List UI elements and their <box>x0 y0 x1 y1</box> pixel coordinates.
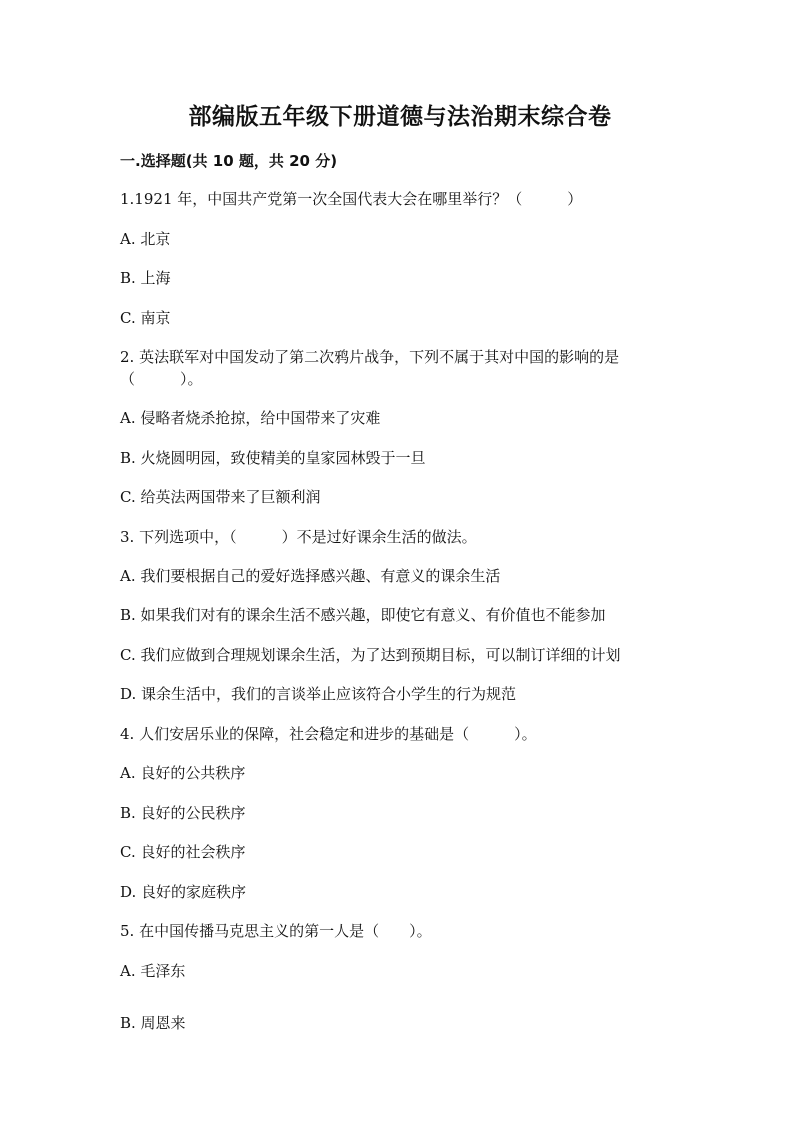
question-3-option-b: B. 如果我们对有的课余生活不感兴趣，即使它有意义、有价值也不能参加 <box>120 606 606 624</box>
section-heading: 一.选择题(共 10 题，共 20 分) <box>120 152 338 170</box>
question-4-option-b: B. 良好的公民秩序 <box>120 804 246 822</box>
question-3-option-c: C. 我们应做到合理规划课余生活，为了达到预期目标，可以制订详细的计划 <box>120 646 621 664</box>
question-2-stem-line2: （ ）。 <box>120 370 203 388</box>
question-1-option-b: B. 上海 <box>120 269 171 287</box>
question-3-option-d: D. 课余生活中，我们的言谈举止应该符合小学生的行为规范 <box>120 685 517 703</box>
question-3-stem: 3. 下列选项中，（ ）不是过好课余生活的做法。 <box>120 528 477 546</box>
page-title: 部编版五年级下册道德与法治期末综合卷 <box>188 104 612 130</box>
question-3-option-a: A. 我们要根据自己的爱好选择感兴趣、有意义的课余生活 <box>120 567 501 585</box>
question-5-option-b: B. 周恩来 <box>120 1014 186 1032</box>
question-1-option-a: A. 北京 <box>120 230 171 248</box>
question-1-stem: 1.1921 年，中国共产党第一次全国代表大会在哪里举行？（ ） <box>120 190 583 208</box>
question-2-option-c: C. 给英法两国带来了巨额利润 <box>120 488 321 506</box>
question-4-option-a: A. 良好的公共秩序 <box>120 764 246 782</box>
question-2-option-b: B. 火烧圆明园，致使精美的皇家园林毁于一旦 <box>120 449 426 467</box>
question-4-option-c: C. 良好的社会秩序 <box>120 843 246 861</box>
question-4-option-d: D. 良好的家庭秩序 <box>120 883 247 901</box>
question-5-option-a: A. 毛泽东 <box>120 962 186 980</box>
question-5-stem: 5. 在中国传播马克思主义的第一人是（ ）。 <box>120 922 432 940</box>
question-1-option-c: C. 南京 <box>120 309 171 327</box>
question-2-stem-line1: 2. 英法联军对中国发动了第二次鸦片战争，下列不属于其对中国的影响的是 <box>120 348 620 366</box>
question-4-stem: 4. 人们安居乐业的保障，社会稳定和进步的基础是（ ）。 <box>120 725 537 743</box>
question-2-option-a: A. 侵略者烧杀抢掠，给中国带来了灾难 <box>120 409 381 427</box>
